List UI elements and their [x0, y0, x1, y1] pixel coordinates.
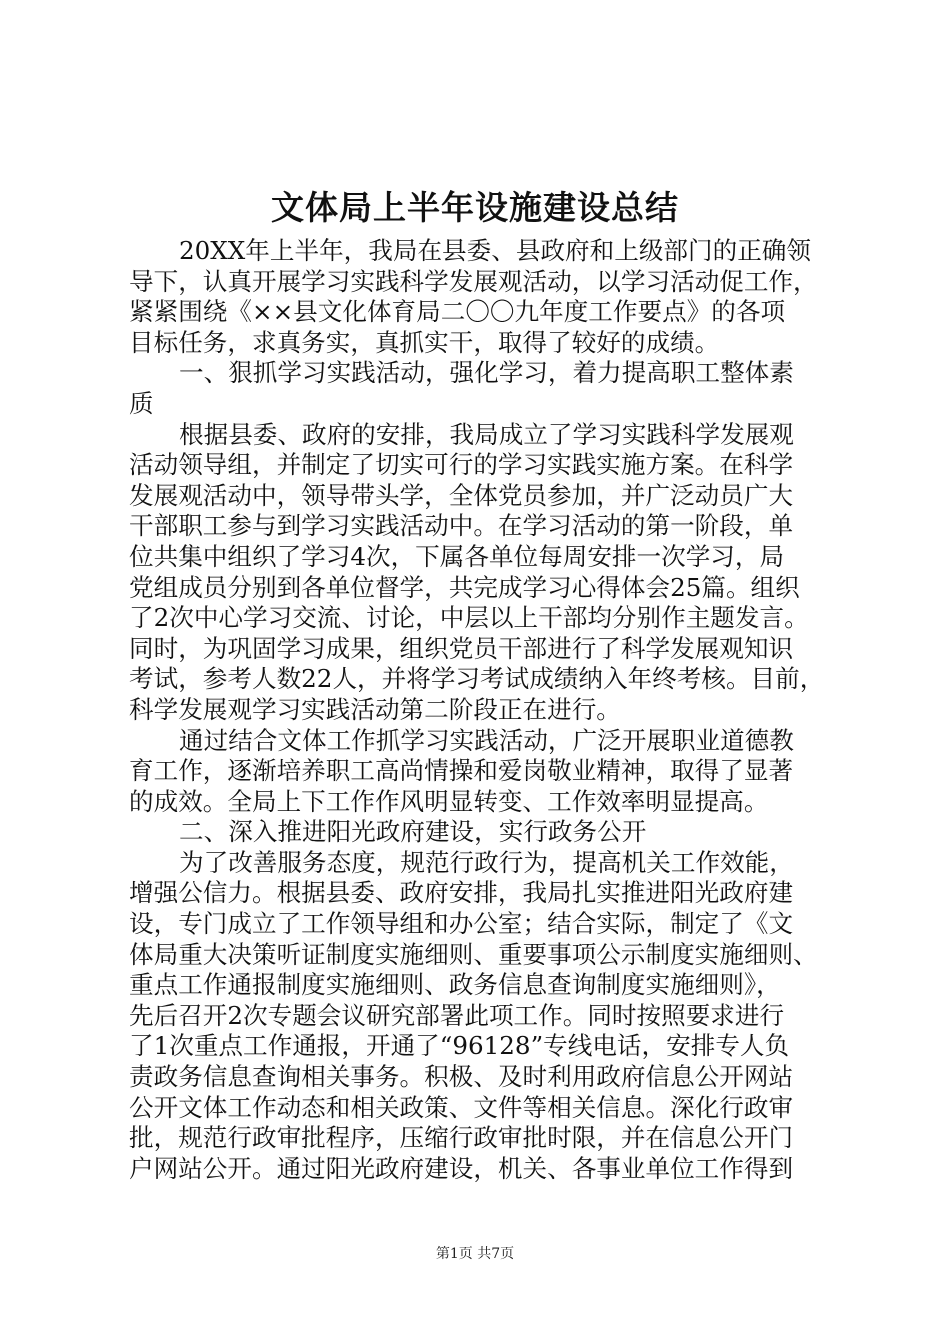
text-line: 根据县委、政府的安排，我局成立了学习实践科学发展观: [179, 419, 794, 449]
text-line: 紧紧围绕《××县文化体育局二〇〇九年度工作要点》的各项: [129, 297, 786, 327]
text-line: 了2次中心学习交流、讨论，中层以上干部均分别作主题发言。: [129, 603, 809, 633]
text-line: 体局重大决策听证制度实施细则、重要事项公示制度实施细则、: [129, 939, 818, 969]
section-heading-line: 二、深入推进阳光政府建设，实行政务公开: [179, 817, 647, 847]
text-line: 位共集中组织了学习4次，下属各单位每周安排一次学习，局: [129, 541, 785, 571]
section-heading-line: 质: [129, 388, 154, 418]
text-line: 活动领导组，并制定了切实可行的学习实践实施方案。在科学: [129, 450, 794, 480]
document-title: 文体局上半年设施建设总结: [271, 188, 679, 227]
text-line: 户网站公开。通过阳光政府建设，机关、各事业单位工作得到: [129, 1153, 794, 1183]
text-line: 20XX年上半年，我局在县委、县政府和上级部门的正确领: [179, 236, 811, 265]
text-line: 干部职工参与到学习实践活动中。在学习活动的第一阶段，单: [129, 511, 794, 541]
page-footer: 第1页 共7页: [435, 1246, 515, 1262]
document-body: [129, 236, 830, 1184]
text-line: 通过结合文体工作抓学习实践活动，广泛开展职业道德教: [179, 725, 794, 755]
text-line: 目标任务，求真务实，真抓实干，取得了较好的成绩。: [129, 327, 720, 357]
text-line: 了1次重点工作通报，开通了“96128”专线电话，安排专人负: [129, 1031, 790, 1061]
text-line: 先后召开2次专题会议研究部署此项工作。同时按照要求进行: [129, 1000, 785, 1030]
section-heading-line: 一、狠抓学习实践活动，强化学习，着力提高职工整体素: [179, 358, 794, 388]
text-line: 责政务信息查询相关事务。积极、及时利用政府信息公开网站: [129, 1062, 794, 1092]
text-line: 党组成员分别到各单位督学，共完成学习心得体会25篇。组织: [129, 572, 800, 602]
text-line: 公开文体工作动态和相关政策、文件等相关信息。深化行政审: [129, 1092, 794, 1122]
text-line: 设，专门成立了工作领导组和办公室；结合实际，制定了《文: [129, 909, 794, 939]
text-line: 批，规范行政审批程序，压缩行政审批时限，并在信息公开门: [129, 1123, 794, 1153]
text-line: 增强公信力。根据县委、政府安排，我局扎实推进阳光政府建: [129, 878, 794, 908]
text-line: 为了改善服务态度，规范行政行为，提高机关工作效能，: [179, 847, 794, 877]
text-line: 重点工作通报制度实施细则、政务信息查询制度实施细则》，: [129, 970, 781, 1000]
text-line: 的成效。全局上下工作作风明显转变、工作效率明显提高。: [129, 786, 769, 816]
text-line: 科学发展观学习实践活动第二阶段正在进行。: [129, 694, 621, 724]
text-line: 考试，参考人数22人，并将学习考试成绩纳入年终考核。目前，: [129, 664, 825, 694]
text-line: 导下，认真开展学习实践科学发展观活动，以学习活动促工作，: [129, 266, 818, 296]
text-line: 同时，为巩固学习成果，组织党员干部进行了科学发展观知识: [129, 633, 794, 663]
text-line: 发展观活动中，领导带头学，全体党员参加，并广泛动员广大: [129, 480, 794, 510]
text-line: 育工作，逐渐培养职工高尚情操和爱岗敬业精神，取得了显著: [129, 756, 794, 786]
